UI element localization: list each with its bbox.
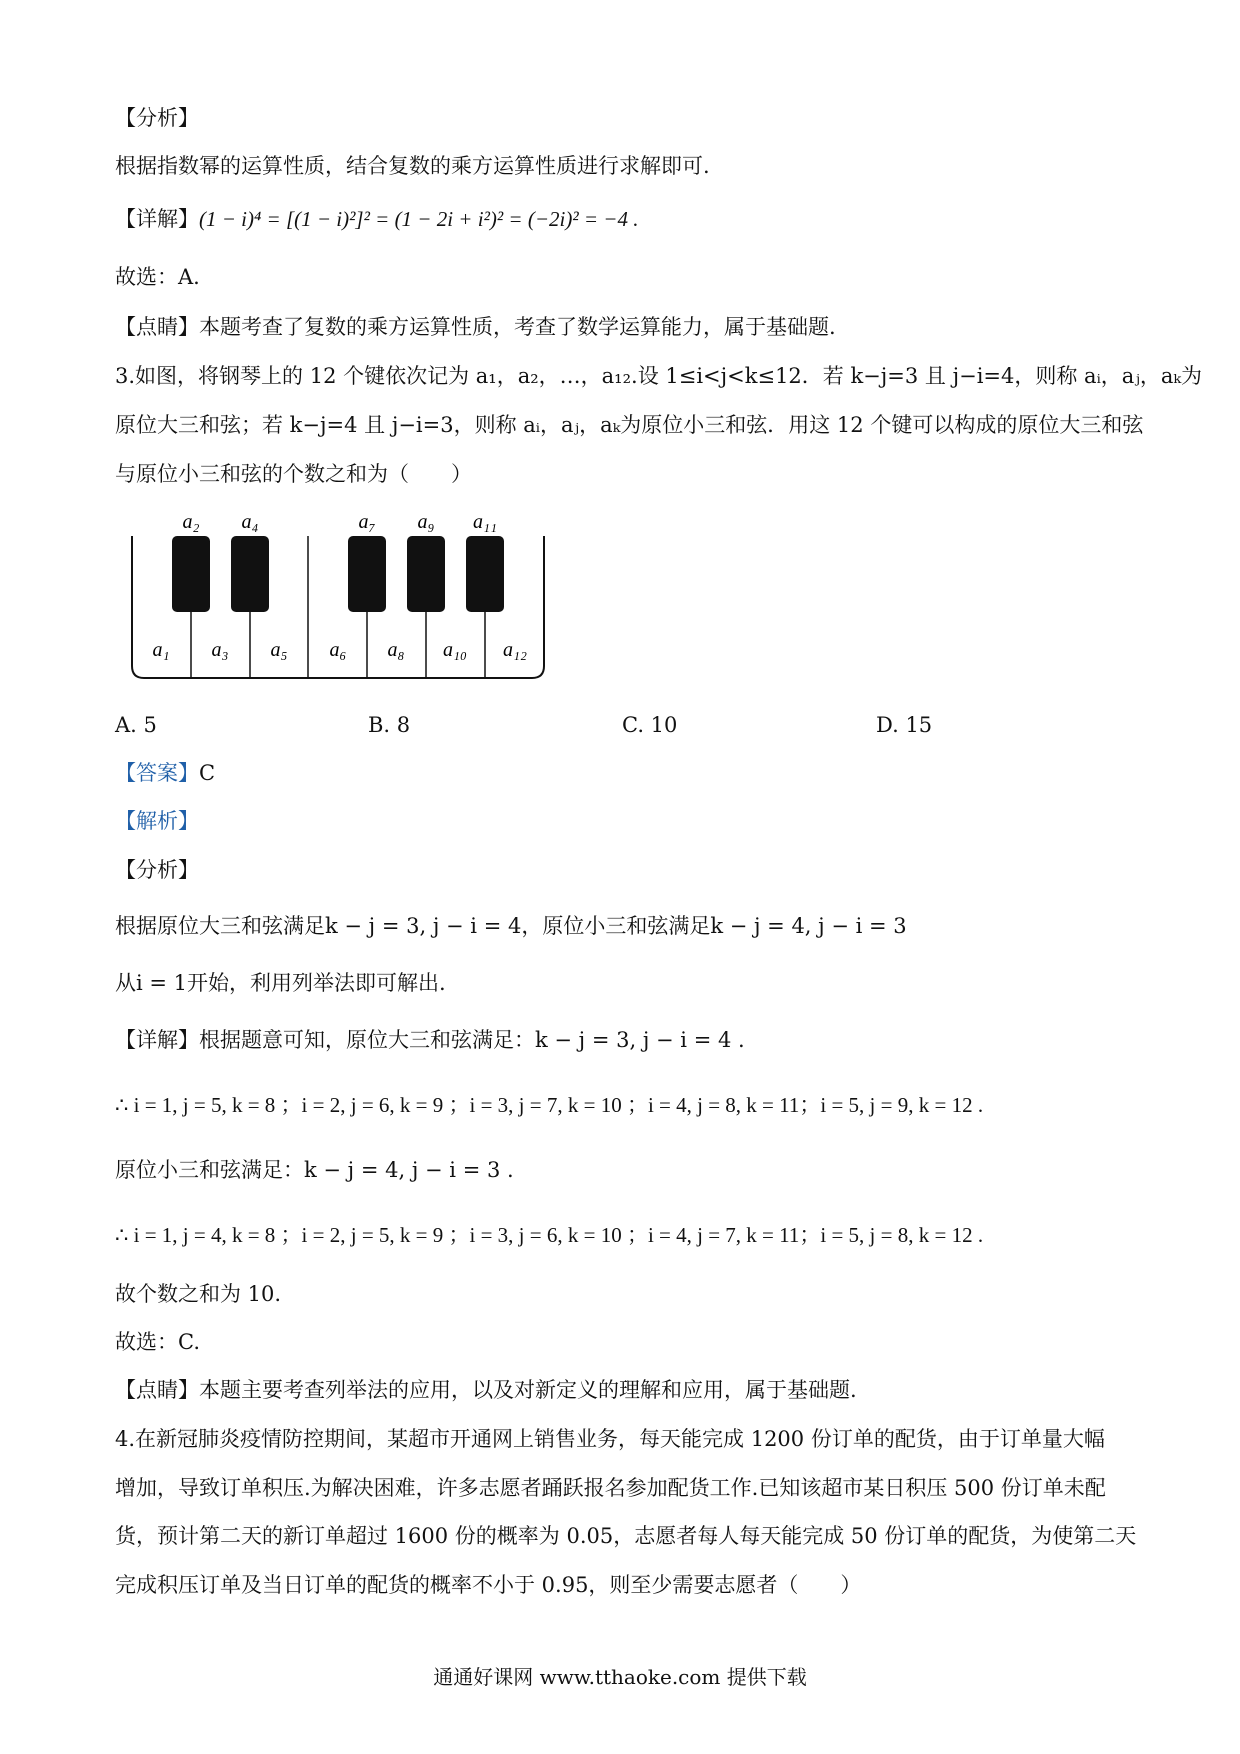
- piano-figure: [128, 506, 548, 686]
- q3-comment-label: 【点睛】: [115, 1378, 199, 1402]
- answer-line: [115, 758, 1140, 788]
- q3-detail-line: [115, 1025, 1140, 1055]
- black-key-label: a₄: [241, 511, 259, 533]
- black-key: [348, 536, 386, 612]
- comment-label: 【点睛】: [115, 315, 199, 339]
- answer-value: C: [199, 761, 216, 785]
- sum-line: 故个数之和为 10.: [115, 1282, 282, 1306]
- q4-line-1: 4.在新冠肺炎疫情防控期间，某超市开通网上销售业务，每天能完成 1200 份订单的配货，由于订单量大幅: [115, 1427, 1105, 1451]
- white-key-label: a₈: [387, 639, 405, 661]
- q3-comment-text: 本题主要考查列举法的应用，以及对新定义的理解和应用，属于基础题.: [199, 1378, 857, 1402]
- q3-detail-text: 根据题意可知，原位大三和弦满足：k − j = 3, j − i = 4 .: [199, 1028, 745, 1052]
- q3-line-1: 3.如图，将钢琴上的 12 个键依次记为 a₁，a₂，…，a₁₂.设 1≤i<j<k≤12．若 k−j=3 且 j−i=4，则称 aᵢ，aⱼ，aₖ为: [115, 364, 1203, 388]
- black-key-label: a₁₁: [473, 511, 497, 533]
- q4-line-3: 货，预计第二天的新订单超过 1600 份的概率为 0.05，志愿者每人每天能完成 50 份订单的配货，为使第二天: [115, 1524, 1137, 1548]
- choice-line: 故选：A.: [115, 265, 200, 289]
- white-key-label: a₅: [270, 639, 288, 661]
- page-footer: 通通好课网 www.tthaoke.com 提供下载: [433, 1665, 807, 1689]
- black-key-label: a₂: [182, 511, 200, 533]
- black-key-label: a₉: [417, 511, 435, 533]
- q3-choice: 故选：C.: [115, 1330, 200, 1354]
- white-key-label: a₃: [211, 639, 229, 661]
- explain-label: 【解析】: [115, 809, 199, 833]
- analysis-header: 【分析】: [115, 106, 199, 130]
- q3-analysis-header: 【分析】: [115, 858, 199, 882]
- major-list: ∴ i = 1, j = 5, k = 8 ；i = 2, j = 6, k = 9 ；i = 3, j = 7, k = 10 ；i = 4, j = 8, k = 11；i = 5, j = 9, k = 12 .: [115, 1093, 984, 1117]
- q3-detail-label: 【详解】: [115, 1028, 199, 1052]
- minor-list: ∴ i = 1, j = 4, k = 8 ；i = 2, j = 5, k = 9 ；i = 3, j = 6, k = 10 ；i = 4, j = 7, k = 11；i = 5, j = 8, k = 12 .: [115, 1223, 984, 1247]
- comment-line: [115, 312, 1140, 342]
- detail-line: [115, 204, 1140, 234]
- option-c: C. 10: [622, 713, 678, 737]
- black-key: [407, 536, 445, 612]
- black-key-label: a₇: [358, 511, 376, 533]
- detail-math: (1 − i)⁴ = [(1 − i)²]² = (1 − 2i + i²)² = (−2i)² = −4 .: [199, 207, 639, 231]
- q3-analysis-text: 根据原位大三和弦满足k − j = 3, j − i = 4，原位小三和弦满足k − j = 4, j − i = 3: [115, 914, 907, 938]
- white-key-label: a₆: [329, 639, 347, 661]
- q3-line-2: 原位大三和弦；若 k−j=4 且 j−i=3，则称 aᵢ，aⱼ，aₖ为原位小三和弦．用这 12 个键可以构成的原位大三和弦: [115, 413, 1144, 437]
- q4-line-2: 增加，导致订单积压.为解决困难，许多志愿者踊跃报名参加配货工作.已知该超市某日积压 500 份订单未配: [115, 1476, 1106, 1500]
- white-key-label: a₁₀: [443, 639, 467, 661]
- black-key: [466, 536, 504, 612]
- minor-intro: 原位小三和弦满足：k − j = 4, j − i = 3 .: [115, 1158, 514, 1182]
- black-key: [172, 536, 210, 612]
- white-key-label: a₁₂: [503, 639, 527, 661]
- q3-line-3: 与原位小三和弦的个数之和为（ ）: [115, 462, 472, 486]
- q4-line-4: 完成积压订单及当日订单的配货的概率不小于 0.95，则至少需要志愿者（ ）: [115, 1573, 862, 1597]
- answer-label: 【答案】: [115, 761, 199, 785]
- comment-text: 本题考查了复数的乘方运算性质，考查了数学运算能力，属于基础题.: [199, 315, 836, 339]
- q3-analysis-text2: 从i = 1开始，利用列举法即可解出.: [115, 971, 446, 995]
- detail-label: 【详解】: [115, 207, 199, 231]
- q3-comment-line: [115, 1375, 1140, 1405]
- white-key-label: a₁: [152, 639, 170, 661]
- piano-svg: [128, 506, 548, 686]
- option-d: D. 15: [876, 713, 933, 737]
- analysis-text: 根据指数幂的运算性质，结合复数的乘方运算性质进行求解即可.: [115, 154, 710, 178]
- black-key: [231, 536, 269, 612]
- option-b: B. 8: [368, 713, 411, 737]
- option-a: A. 5: [115, 713, 157, 737]
